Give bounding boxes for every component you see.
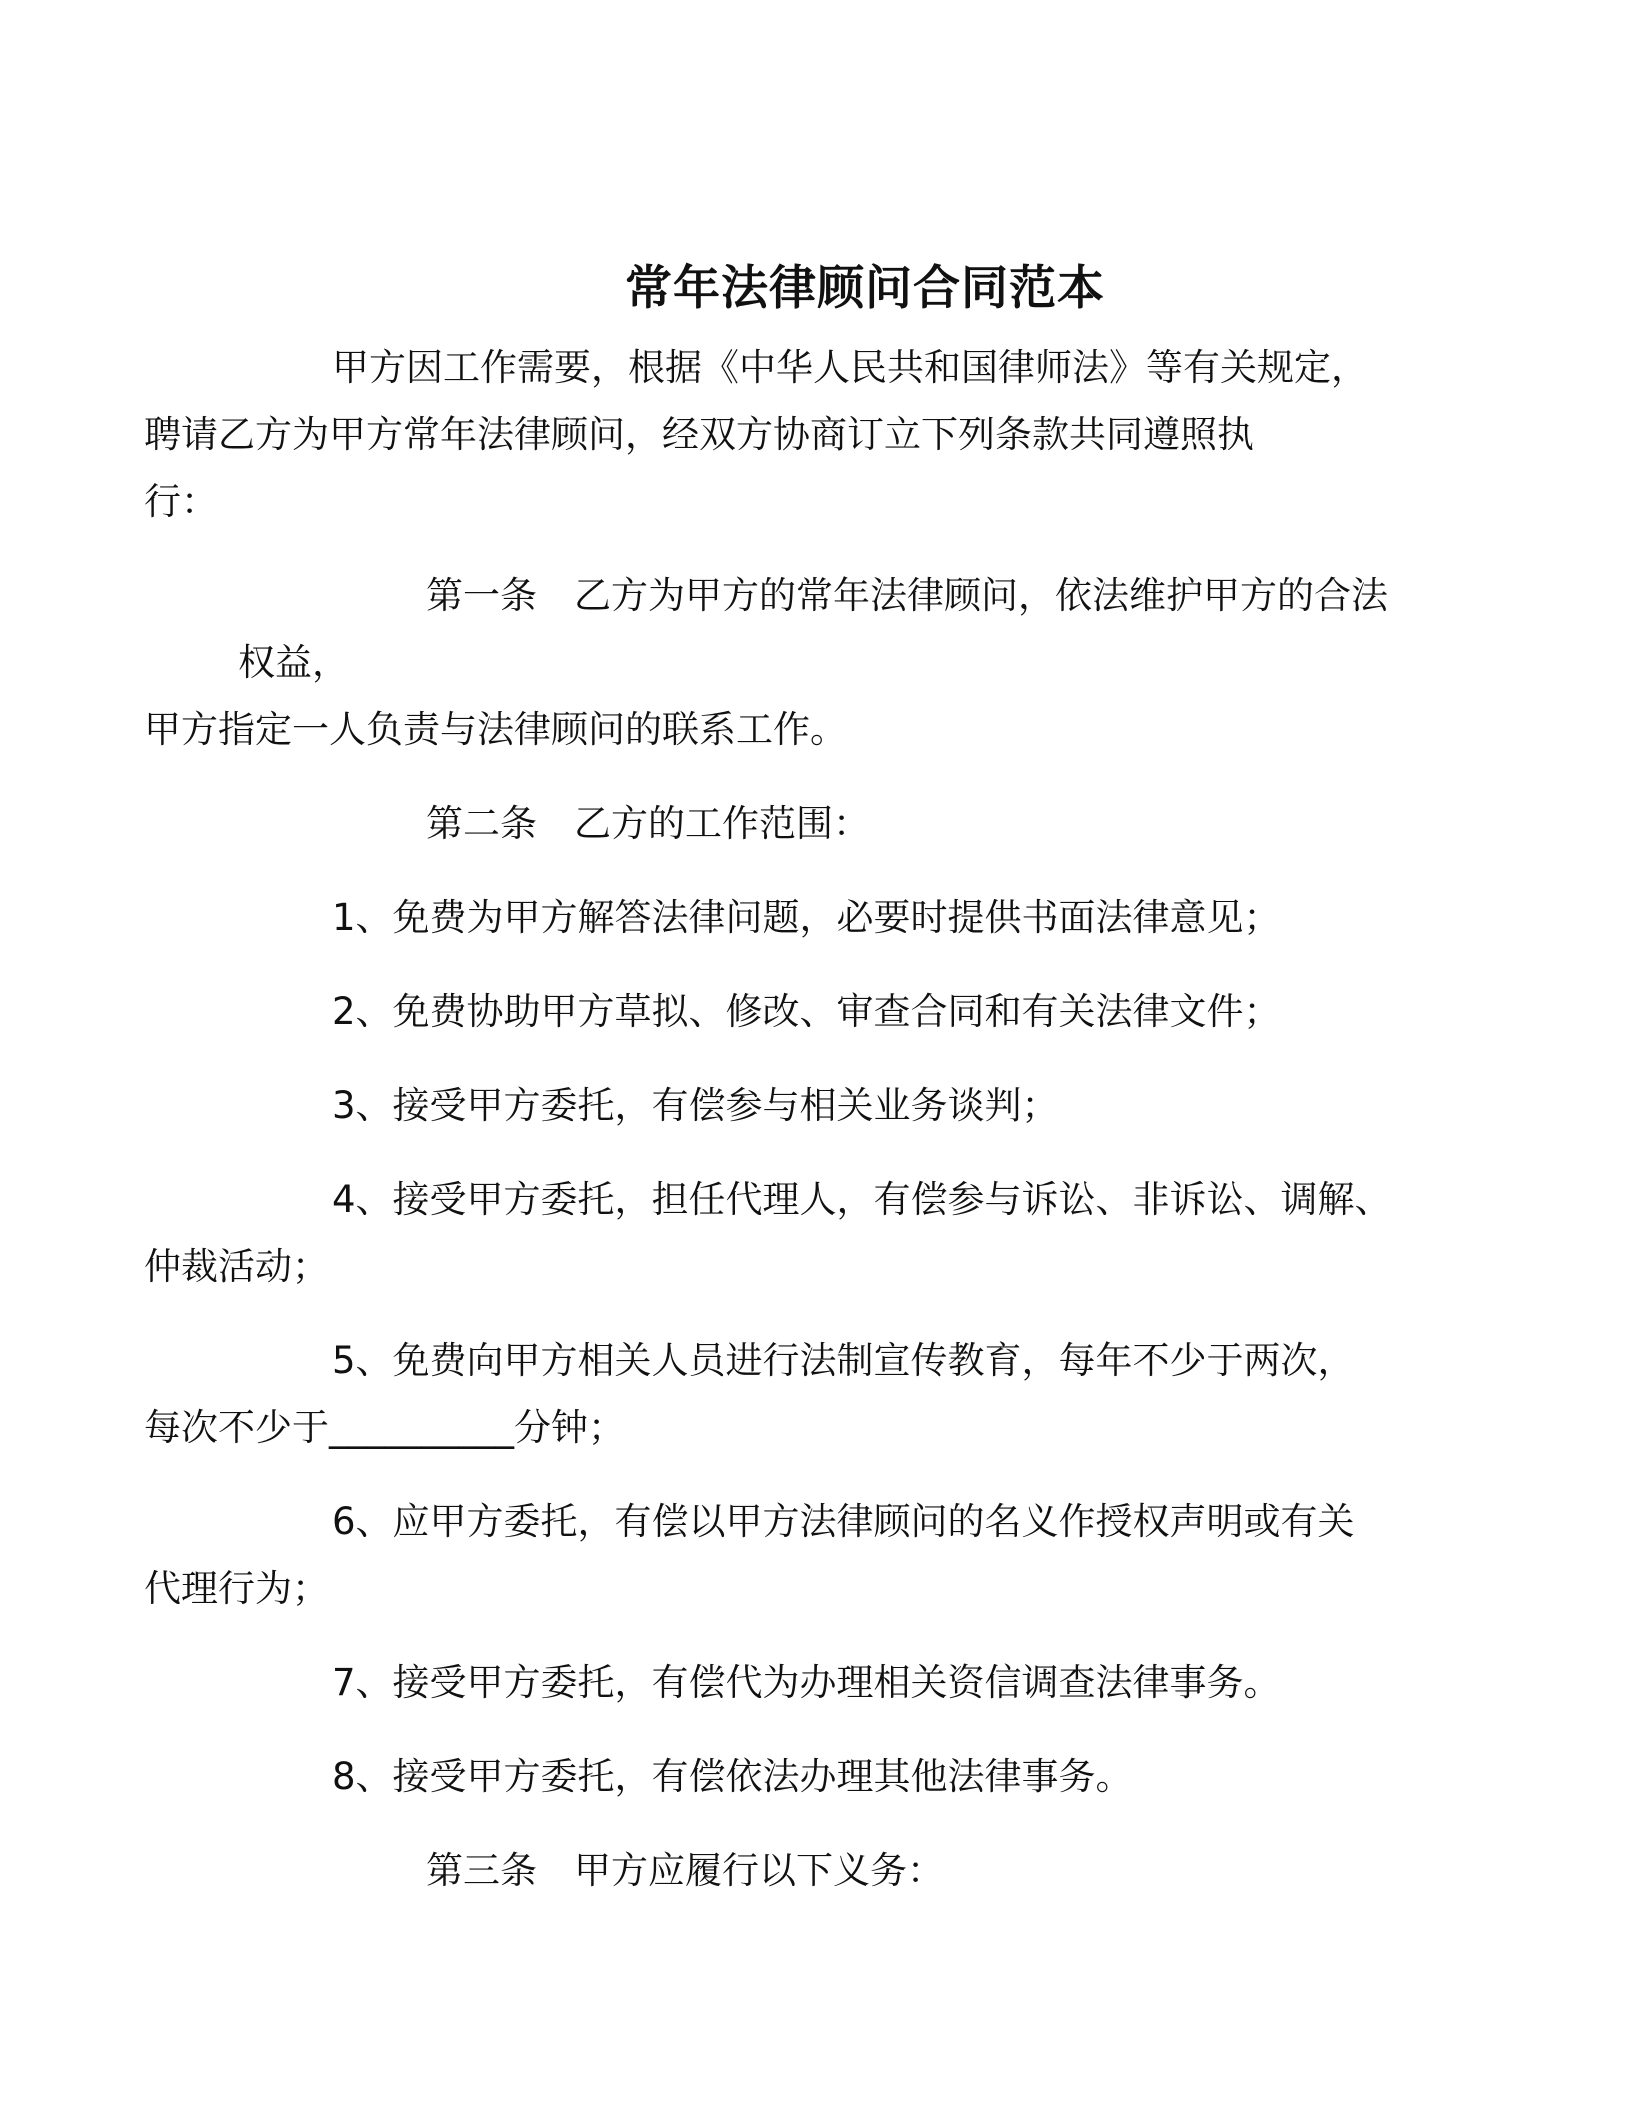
text-line: 甲方因工作需要，根据《中华人民共和国律师法》等有关规定， — [332, 346, 1368, 389]
article-1-paragraph — [144, 562, 1394, 763]
text-line: 乙方为甲方的常年法律顾问，依法维护甲方的合法权益， — [238, 574, 1388, 684]
text-line: 乙方的工作范围： — [574, 802, 870, 845]
article-2-paragraph — [238, 790, 1394, 857]
text-line: 2、免费协助甲方草拟、修改、审查合同和有关法律文件； — [332, 990, 1281, 1033]
list-item — [238, 978, 1394, 1045]
list-item — [238, 1649, 1394, 1716]
text-line: 甲方应履行以下义务： — [574, 1849, 944, 1892]
text-line: 每次不少于__________分钟； — [144, 1406, 625, 1449]
text-line: 行： — [144, 480, 218, 523]
text-line: 8、接受甲方委托，有偿依法办理其他法律事务。 — [332, 1755, 1133, 1798]
text-line: 仲裁活动； — [144, 1245, 329, 1288]
document-body — [144, 334, 1394, 1931]
list-item — [238, 884, 1394, 951]
article-number: 第一条 — [426, 574, 537, 617]
text-line: 4、接受甲方委托，担任代理人，有偿参与诉讼、非诉讼、调解、 — [332, 1178, 1392, 1221]
document-title: 常年法律顾问合同范本 — [625, 261, 1105, 316]
text-line: 聘请乙方为甲方常年法律顾问，经双方协商订立下列条款共同遵照执 — [144, 413, 1254, 456]
text-line: 1、免费为甲方解答法律问题，必要时提供书面法律意见； — [332, 896, 1281, 939]
text-line: 甲方指定一人负责与法律顾问的联系工作。 — [144, 708, 847, 751]
article-number: 第二条 — [426, 802, 537, 845]
list-item — [144, 1166, 1394, 1300]
list-item — [238, 1743, 1394, 1810]
text-line: 6、应甲方委托，有偿以甲方法律顾问的名义作授权声明或有关 — [332, 1500, 1355, 1543]
text-line: 5、免费向甲方相关人员进行法制宣传教育，每年不少于两次， — [332, 1339, 1355, 1382]
intro-paragraph — [144, 334, 1394, 535]
list-item — [144, 1327, 1394, 1461]
article-3-paragraph — [238, 1837, 1394, 1904]
text-line: 7、接受甲方委托，有偿代为办理相关资信调查法律事务。 — [332, 1661, 1281, 1704]
list-item — [144, 1488, 1394, 1622]
list-item — [238, 1072, 1394, 1139]
text-line: 3、接受甲方委托，有偿参与相关业务谈判； — [332, 1084, 1059, 1127]
article-number: 第三条 — [426, 1849, 537, 1892]
text-line: 代理行为； — [144, 1567, 329, 1610]
